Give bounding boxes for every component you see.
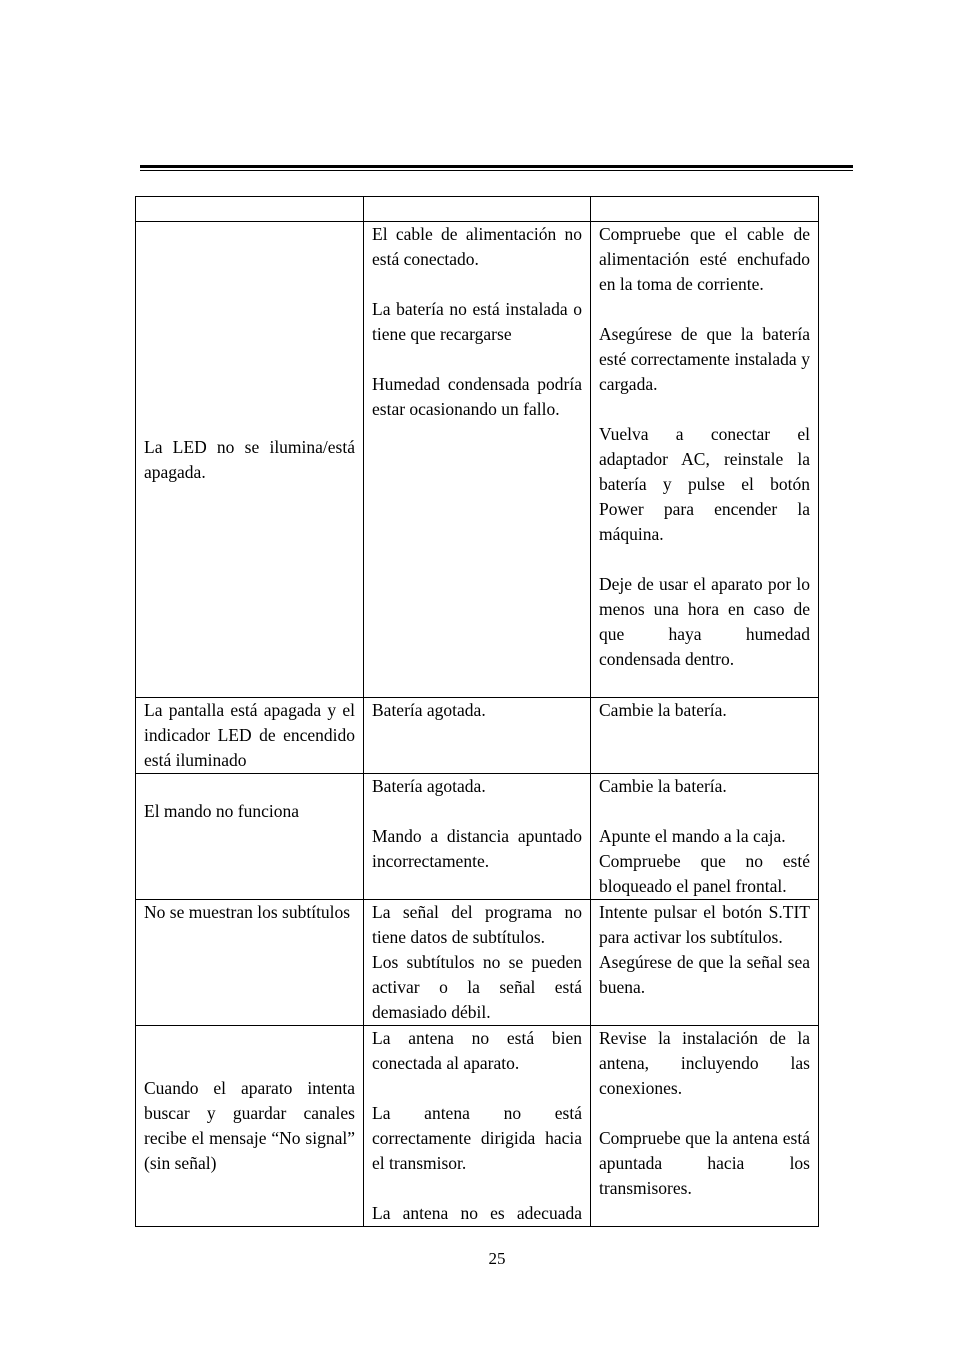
problem-text: No se muestran los subtítulos	[144, 902, 351, 922]
problem-text: La pantalla está apagada y el indicador LED de encendido está iluminado	[144, 700, 355, 770]
header-cell-problem	[136, 197, 364, 222]
cause-text: Batería agotada.	[372, 700, 486, 720]
solution-cell	[591, 698, 819, 774]
cause-cell	[364, 222, 591, 698]
page-number: 25	[488, 1249, 506, 1268]
cause-text: El cable de alimentación no está conectado.	[372, 224, 582, 269]
table-row	[136, 1026, 819, 1227]
solution-text: Compruebe que no esté bloqueado el panel frontal.	[599, 851, 810, 896]
table-row	[136, 900, 819, 1026]
table-row	[136, 222, 819, 698]
problem-text: Cuando el aparato intenta buscar y guardar canales recibe el mensaje “No signal” (sin señal)	[144, 1078, 355, 1173]
troubleshooting-table	[135, 196, 819, 1227]
cause-text: Los subtítulos no se pueden activar o la señal está demasiado débil.	[372, 952, 582, 1022]
cause-cell	[364, 698, 591, 774]
solution-text: Deje de usar el aparato por lo menos una hora en caso de que haya humedad condensada dentro.	[599, 574, 810, 669]
table-row	[136, 698, 819, 774]
cause-text: Mando a distancia apuntado incorrectamente.	[372, 826, 582, 871]
problem-cell	[136, 222, 364, 698]
solution-text: Vuelva a conectar el adaptador AC, reinstale la batería y pulse el botón Power para encender la máquina.	[599, 424, 810, 544]
problem-text: El mando no funciona	[144, 801, 300, 821]
cause-text: La antena no está bien conectada al aparato.	[372, 1028, 582, 1073]
problem-cell	[136, 774, 364, 900]
cause-cell	[364, 1026, 591, 1227]
cause-text: La antena no está correctamente dirigida hacia el transmisor.	[372, 1103, 582, 1173]
header-rule-thick	[140, 165, 853, 168]
cause-text: Batería agotada.	[372, 776, 486, 796]
solution-text: Asegúrese de que la batería esté correctamente instalada y cargada.	[599, 324, 810, 394]
table-header-row	[136, 197, 819, 222]
solution-text: Compruebe que la antena está apuntada hacia los transmisores.	[599, 1128, 810, 1198]
cause-cell	[364, 900, 591, 1026]
solution-cell	[591, 1026, 819, 1227]
solution-text: Cambie la batería.	[599, 700, 727, 720]
problem-cell	[136, 1026, 364, 1227]
header-cell-cause	[364, 197, 591, 222]
solution-text: Compruebe que el cable de alimentación esté enchufado en la toma de corriente.	[599, 224, 810, 294]
problem-cell	[136, 900, 364, 1026]
cause-text: La antena no es adecuada	[372, 1203, 582, 1223]
cause-text: Humedad condensada podría estar ocasionando un fallo.	[372, 374, 582, 419]
solution-text: Asegúrese de que la señal sea buena.	[599, 952, 810, 997]
cause-cell	[364, 774, 591, 900]
solution-text: Cambie la batería.	[599, 776, 727, 796]
solution-cell	[591, 900, 819, 1026]
solution-text: Revise la instalación de la antena, incluyendo las conexiones.	[599, 1028, 810, 1098]
solution-cell	[591, 774, 819, 900]
header-rule-thin	[140, 170, 853, 171]
problem-text: La LED no se ilumina/está apagada.	[144, 436, 355, 482]
solution-cell	[591, 222, 819, 698]
table-row	[136, 774, 819, 900]
cause-text: La señal del programa no tiene datos de subtítulos.	[372, 902, 582, 947]
solution-text: Intente pulsar el botón S.TIT para activar los subtítulos.	[599, 902, 810, 947]
problem-cell	[136, 698, 364, 774]
cause-text: La batería no está instalada o tiene que recargarse	[372, 299, 582, 344]
header-cell-solution	[591, 197, 819, 222]
solution-text: Apunte el mando a la caja.	[599, 826, 786, 846]
